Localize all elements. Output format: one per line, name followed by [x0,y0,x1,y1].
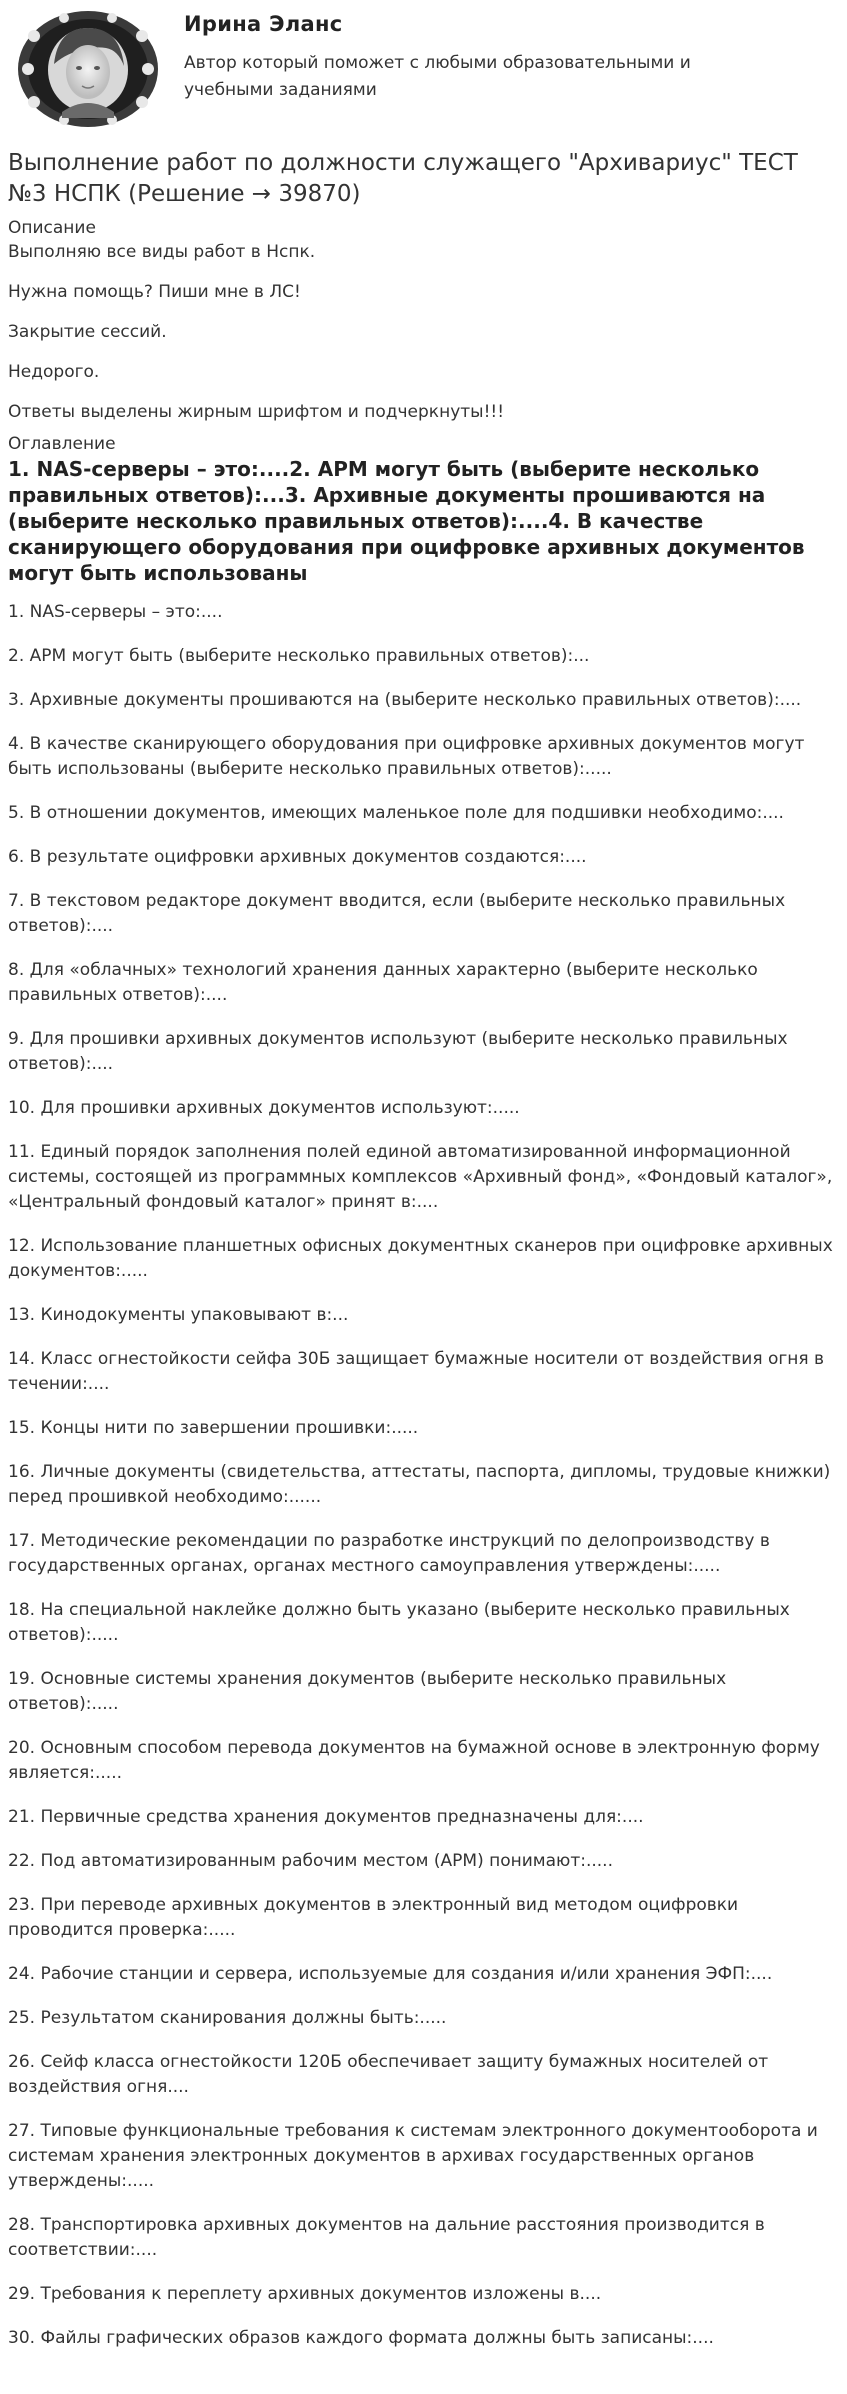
question-item: 11. Единый порядок заполнения полей единой автоматизированной информационной системы, состоящей из программных комплексов «Архивный фонд», «Фондовый каталог», «Центральный фондовый каталог» принят в:.... [8,1142,833,1212]
question-item: 21. Первичные средства хранения документов предназначены для:.... [8,1807,644,1827]
question-item: 3. Архивные документы прошиваются на (выберите несколько правильных ответов):.... [8,690,802,710]
author-avatar-photo[interactable] [14,6,162,132]
description-line: Закрытие сессий. [8,322,167,342]
question-item: 18. На специальной наклейке должно быть указано (выберите несколько правильных ответов):..... [8,1600,790,1645]
question-item: 6. В результате оцифровки архивных документов создаются:.... [8,847,587,867]
question-item: 28. Транспортировка архивных документов на дальние расстояния производится в соответствии:.... [8,2215,765,2260]
question-item: 8. Для «облачных» технологий хранения данных характерно (выберите несколько правильных ответов):.... [8,960,758,1005]
question-item: 13. Кинодокументы упаковывают в:... [8,1305,349,1325]
question-item: 20. Основным способом перевода документов на бумажной основе в электронную форму является:..... [8,1738,820,1783]
question-item: 19. Основные системы хранения документов (выберите несколько правильных ответов):..... [8,1669,727,1714]
toc-heading: 1. NAS-серверы – это:....2. АРМ могут быть (выберите несколько правильных ответов):...3. Архивные документы прошиваются на (выберите несколько правильных ответов):....4. В качестве сканирующего оборудования при оцифровке архивных документов могут быть использованы [8,457,805,585]
question-item: 26. Сейф класса огнестойкости 120Б обеспечивает защиту бумажных носителей от воздействия огня.... [8,2052,769,2097]
question-item: 25. Результатом сканирования должны быть:..... [8,2008,447,2028]
description-line: Ответы выделены жирным шрифтом и подчеркнуты!!! [8,402,505,422]
author-name[interactable]: Ирина Эланс [184,12,343,36]
question-item: 22. Под автоматизированным рабочим местом (АРМ) понимают:..... [8,1851,613,1871]
question-item: 24. Рабочие станции и сервера, используемые для создания и/или хранения ЭФП:.... [8,1964,773,1984]
document-title: Выполнение работ по должности служащего "Архивариус" ТЕСТ №3 НСПК (Решение → 39870) [8,150,798,207]
question-item: 5. В отношении документов, имеющих маленькое поле для подшивки необходимо:.... [8,803,784,823]
question-item: 12. Использование планшетных офисных документных сканеров при оцифровке архивных документов:..... [8,1236,833,1281]
question-item: 29. Требования к переплету архивных документов изложены в.... [8,2284,602,2304]
question-item: 27. Типовые функциональные требования к системам электронного документооборота и системам хранения электронных документов в архивах государственных органов утверждены:..... [8,2121,818,2191]
question-item: 4. В качестве сканирующего оборудования при оцифровке архивных документов могут быть использованы (выберите несколько правильных ответов):..... [8,734,805,779]
author-description: Автор который поможет с любыми образовательными и учебными заданиями [184,53,691,100]
description-label: Описание [8,218,96,238]
author-card [8,0,839,138]
description-line: Выполняю все виды работ в Нспк. [8,242,316,262]
description-block [8,240,839,424]
description-line: Нужна помощь? Пиши мне в ЛС! [8,282,301,302]
question-item: 30. Файлы графических образов каждого формата должны быть записаны:.... [8,2328,714,2348]
question-item: 17. Методические рекомендации по разработке инструкций по делопроизводству в государственных органах, органах местного самоуправления утверждены:..... [8,1531,770,1576]
question-item: 16. Личные документы (свидетельства, аттестаты, паспорта, дипломы, трудовые книжки) перед прошивкой необходимо:...... [8,1462,831,1507]
question-item: 23. При переводе архивных документов в электронный вид методом оцифровки проводится проверка:..... [8,1895,739,1940]
question-item: 14. Класс огнестойкости сейфа 30Б защищает бумажные носители от воздействия огня в течении:.... [8,1349,825,1394]
question-item: 10. Для прошивки архивных документов используют:..... [8,1098,520,1118]
question-item: 7. В текстовом редакторе документ вводится, если (выберите несколько правильных ответов):.... [8,891,786,936]
question-item: 9. Для прошивки архивных документов используют (выберите несколько правильных ответов):.... [8,1029,788,1074]
question-item: 2. АРМ могут быть (выберите несколько правильных ответов):... [8,646,590,666]
description-line: Недорого. [8,362,100,382]
question-item: 1. NAS-серверы – это:.... [8,602,223,622]
question-list [8,600,839,2351]
question-item: 15. Концы нити по завершении прошивки:..... [8,1418,419,1438]
toc-label: Оглавление [8,434,116,454]
